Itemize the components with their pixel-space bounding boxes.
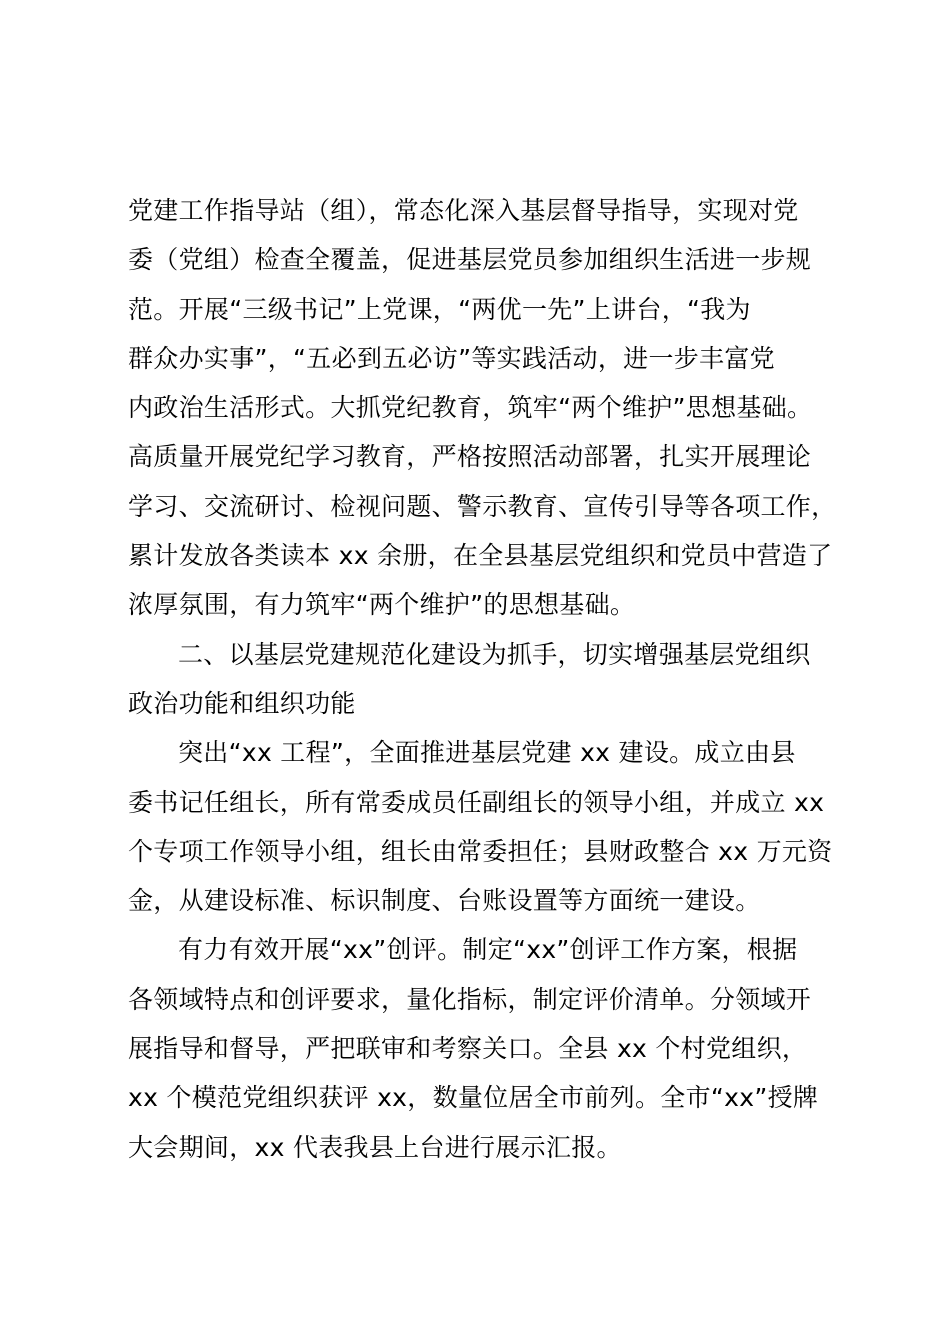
paragraph-line: 有力有效开展“xx”创评。制定“xx”创评工作方案，根据: [178, 935, 798, 965]
document-body: [128, 186, 858, 1172]
paragraph-line: 累计发放各类读本 xx 余册，在全县基层党组织和党员中营造了: [128, 541, 833, 571]
section-heading-line: 二、以基层党建规范化建设为抓手，切实增强基层党组织: [178, 639, 811, 669]
paragraph-line: 突出“xx 工程”，全面推进基层党建 xx 建设。成立由县: [178, 738, 796, 768]
paragraph-line: 内政治生活形式。大抓党纪教育，筑牢“两个维护”思想基础。: [128, 393, 813, 423]
paragraph-line: 大会期间，xx 代表我县上台进行展示汇报。: [128, 1132, 622, 1162]
paragraph-line: xx 个模范党组织获评 xx，数量位居全市前列。全市“xx”授牌: [128, 1083, 819, 1113]
paragraph-line: 委（党组）检查全覆盖，促进基层党员参加组织生活进一步规: [128, 245, 812, 275]
paragraph-line: 范。开展“三级书记”上党课，“两优一先”上讲台，“我为: [128, 294, 751, 324]
paragraph-line: 群众办实事”，“五必到五必访”等实践活动，进一步丰富党: [128, 343, 775, 373]
paragraph-line: 学习、交流研讨、检视问题、警示教育、宣传引导等各项工作，: [128, 491, 837, 521]
section-heading-line: 政治功能和组织功能: [128, 688, 356, 718]
paragraph-line: 展指导和督导，严把联审和考察关口。全县 xx 个村党组织，: [128, 1034, 808, 1064]
paragraph-line: 个专项工作领导小组，组长由常委担任；县财政整合 xx 万元资: [128, 836, 833, 866]
paragraph-line: 金，从建设标准、标识制度、台账设置等方面统一建设。: [128, 886, 761, 916]
paragraph-line: 委书记任组长，所有常委成员任副组长的领导小组，并成立 xx: [128, 787, 825, 817]
paragraph-line: 党建工作指导站（组），常态化深入基层督导指导，实现对党: [128, 196, 799, 225]
paragraph-line: 各领域特点和创评要求，量化指标，制定评价清单。分领域开: [128, 984, 812, 1014]
paragraph-line: 浓厚氛围，有力筑牢“两个维护”的思想基础。: [128, 590, 636, 620]
paragraph-line: 高质量开展党纪学习教育，严格按照活动部署，扎实开展理论: [128, 442, 812, 472]
